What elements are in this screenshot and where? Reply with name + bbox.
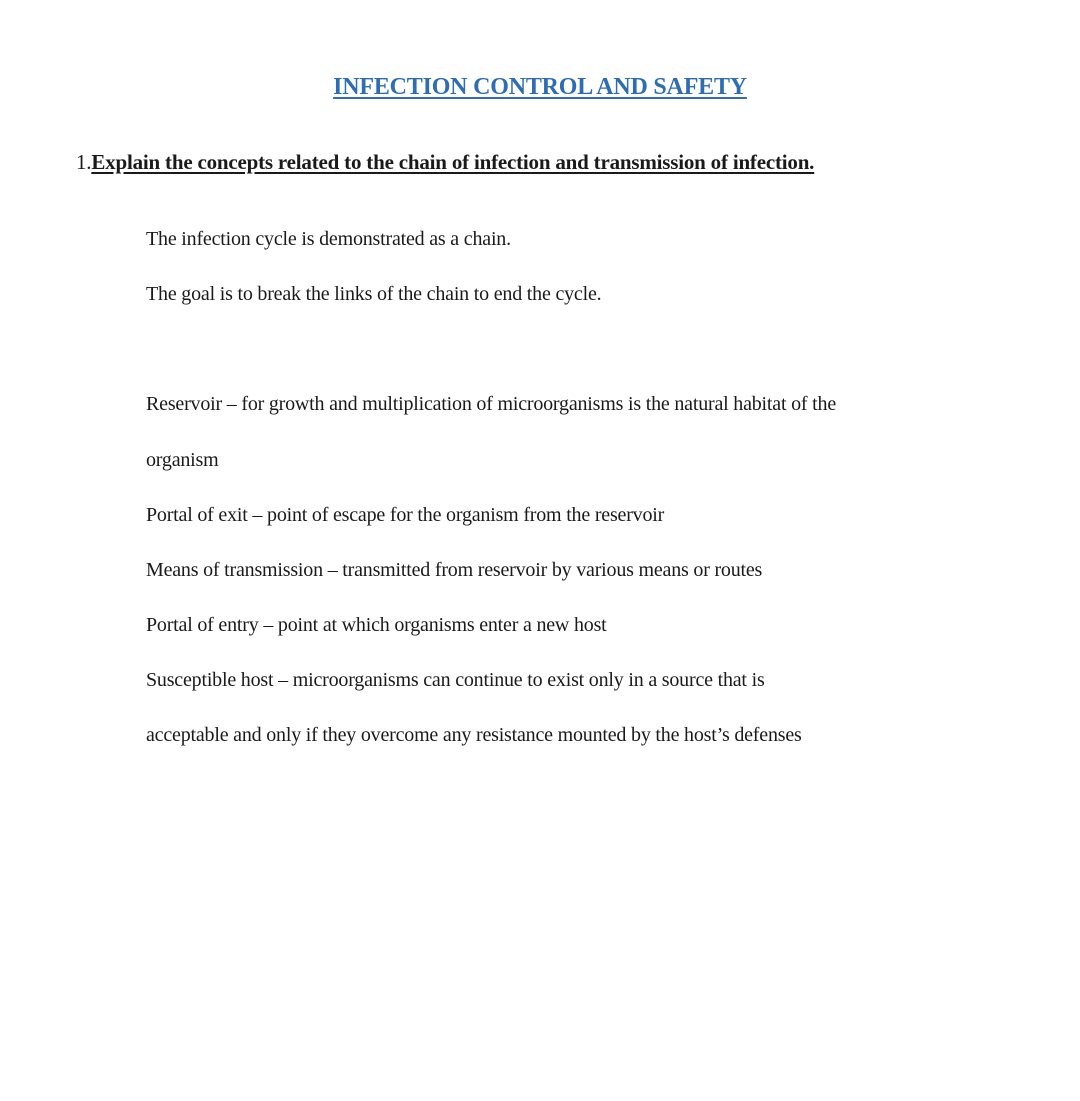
susceptible-host-line-1: Susceptible host – microorganisms can continue to exist only in a source that is [146, 669, 765, 691]
document-title: INFECTION CONTROL AND SAFETY [333, 74, 747, 100]
question-text: Explain the concepts related to the chain of infection and transmission of infection. [91, 150, 815, 174]
portal-of-exit-line: Portal of exit – point of escape for the organism from the reservoir [146, 504, 665, 526]
question-heading [76, 150, 814, 175]
intro-line-1: The infection cycle is demonstrated as a chain. [146, 228, 511, 250]
susceptible-host-line-2: acceptable and only if they overcome any resistance mounted by the host’s defenses [146, 724, 802, 746]
portal-of-entry-line: Portal of entry – point at which organisms enter a new host [146, 614, 607, 636]
question-number: 1. [76, 150, 92, 174]
intro-line-2: The goal is to break the links of the chain to end the cycle. [146, 283, 602, 305]
reservoir-line-2: organism [146, 449, 219, 471]
means-of-transmission-line: Means of transmission – transmitted from reservoir by various means or routes [146, 559, 763, 581]
reservoir-line-1: Reservoir – for growth and multiplication of microorganisms is the natural habitat of the [146, 393, 837, 415]
